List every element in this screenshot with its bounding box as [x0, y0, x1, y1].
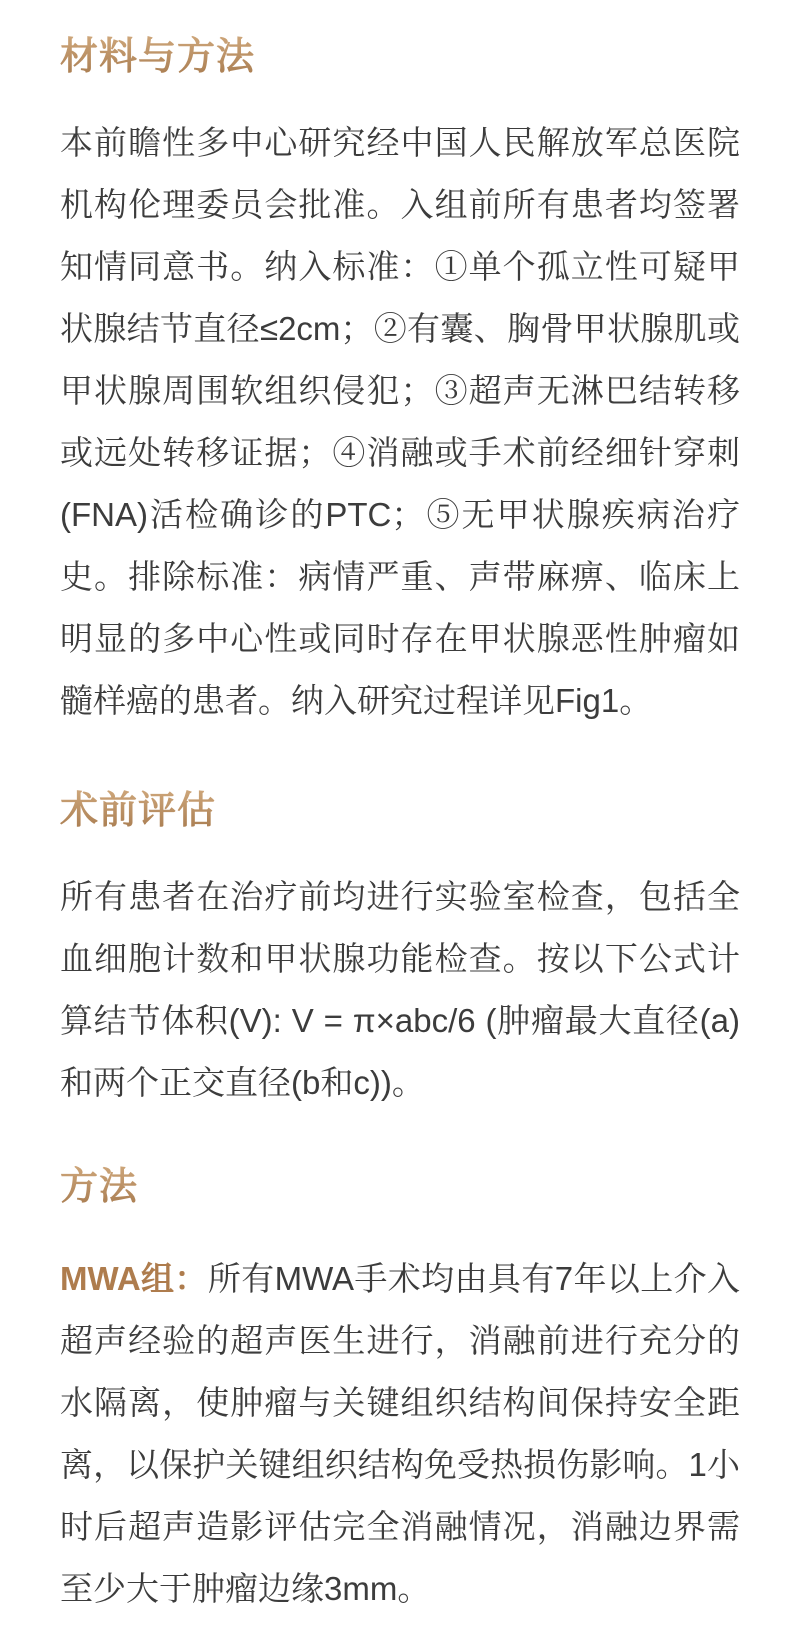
- mwa-group-text: 所有MWA手术均由具有7年以上介入超声经验的超声医生进行，消融前进行充分的水隔离，使肿瘤与关键组织结构间保持安全距离，以保护关键组织结构免受热损伤影响。1小时后超声造影评估完全消融情况，消融边界需至少大于肿瘤边缘3mm。: [60, 1260, 740, 1607]
- paragraph-inclusion-exclusion-criteria: 本前瞻性多中心研究经中国人民解放军总医院机构伦理委员会批准。入组前所有患者均签署知情同意书。纳入标准：①单个孤立性可疑甲状腺结节直径≤2cm；②有囊、胸骨甲状腺肌或甲状腺周围软组织侵犯；③超声无淋巴结转移或远处转移证据；④消融或手术前经细针穿刺(FNA)活检确诊的PTC；⑤无甲状腺疾病治疗史。排除标准：病情严重、声带麻痹、临床上明显的多中心性或同时存在甲状腺恶性肿瘤如髓样癌的患者。纳入研究过程详见Fig1。: [60, 124, 740, 719]
- section-heading-materials-and-methods: 材料与方法: [60, 34, 740, 78]
- section-preoperative-assessment: [60, 788, 740, 1114]
- section-methods: [60, 1164, 740, 1620]
- section-materials-and-methods: [60, 34, 740, 732]
- section-heading-methods: 方法: [60, 1164, 740, 1208]
- paragraph-mwa-group: [60, 1248, 740, 1620]
- section-heading-preoperative-assessment: 术前评估: [60, 788, 740, 832]
- mwa-group-label: MWA组：: [60, 1260, 208, 1297]
- paragraph-lab-tests-volume-formula: 所有患者在治疗前均进行实验室检查，包括全血细胞计数和甲状腺功能检查。按以下公式计算结节体积(V): V = π×abc/6 (肿瘤最大直径(a)和两个正交直径(b和c))。: [60, 878, 740, 1101]
